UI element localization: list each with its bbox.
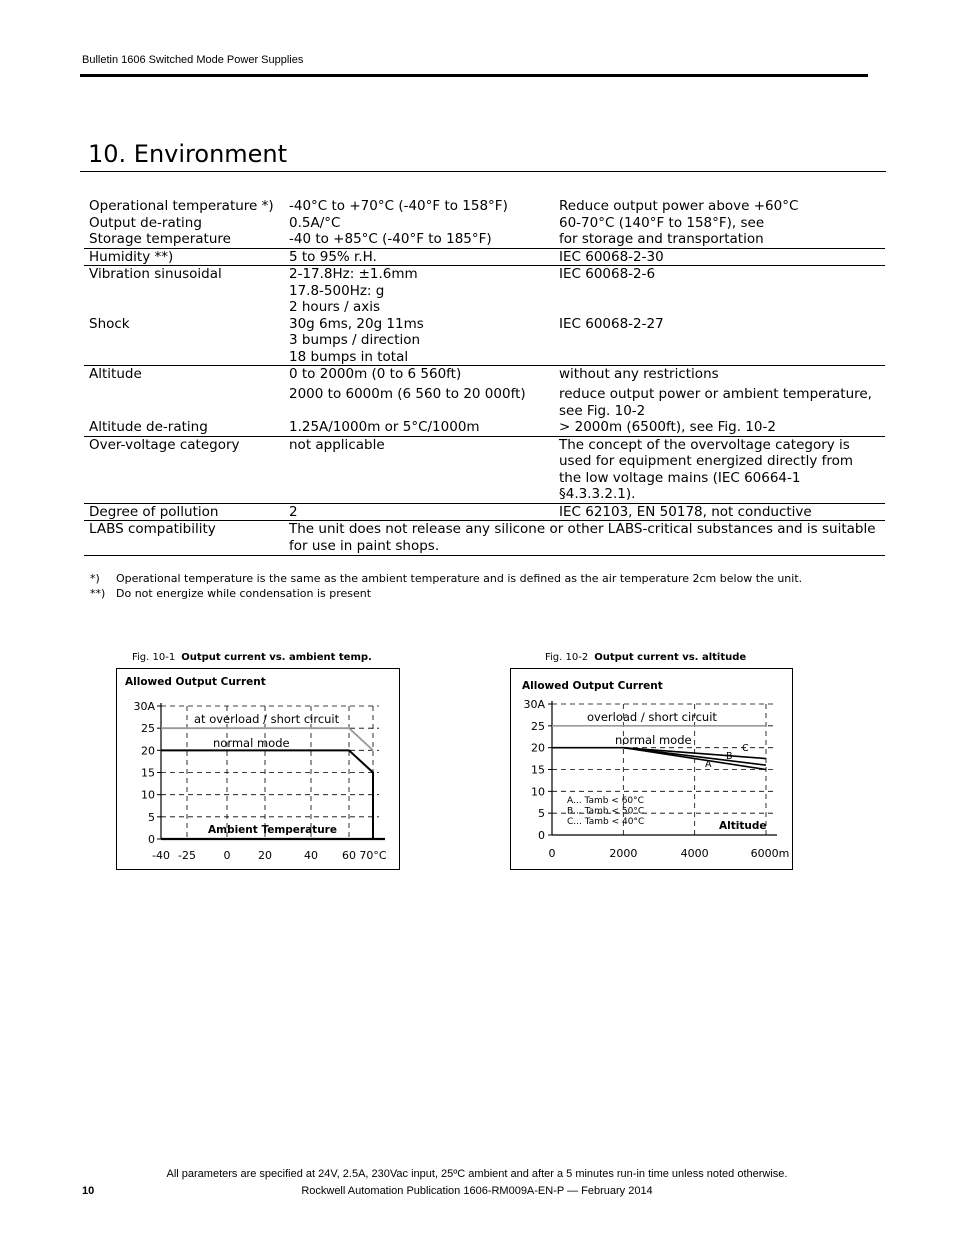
footnote-text: Do not energize while condensation is present bbox=[116, 587, 372, 600]
y-tick-label: 5 bbox=[148, 810, 155, 824]
table-cell bbox=[84, 419, 284, 436]
table-row bbox=[84, 436, 885, 503]
table-cell bbox=[554, 419, 885, 436]
table-cell bbox=[284, 419, 554, 436]
x-tick-label: 40 bbox=[304, 849, 318, 862]
table-cell bbox=[84, 503, 284, 521]
x-axis-label: Altitude bbox=[719, 820, 767, 832]
table-cell bbox=[554, 198, 885, 215]
cell-text: 2-17.8Hz: ±1.6mm bbox=[289, 266, 418, 282]
series-label-overload: overload / short circuit bbox=[587, 710, 717, 724]
fig1-svg bbox=[117, 669, 399, 869]
header-rule bbox=[80, 74, 868, 77]
cell-text: Storage temperature bbox=[89, 231, 231, 247]
y-tick-label: 20 bbox=[531, 741, 545, 755]
title-rule bbox=[80, 171, 886, 172]
table-cell bbox=[84, 198, 284, 215]
table-cell bbox=[554, 503, 885, 521]
x-tick-label: -25 bbox=[178, 849, 196, 862]
cell-text: Over-voltage category bbox=[89, 436, 240, 453]
legend-item: B... Tamb < 50°C bbox=[567, 806, 645, 817]
table-cell: The unit does not release any silicone or other LABS-critical substances and is suitable for use in paint shops. bbox=[284, 521, 885, 556]
cell-text: 30g 6ms, 20g 11ms bbox=[289, 315, 424, 332]
fig2-title: Output current vs. altitude bbox=[594, 652, 747, 663]
cell-text: > 2000m (6500ft), see Fig. 10-2 bbox=[559, 419, 776, 435]
legend-item: A... Tamb < 60°C bbox=[567, 796, 644, 806]
table-row bbox=[84, 215, 885, 232]
footnote-1 bbox=[90, 572, 802, 585]
x-tick-label: 4000 bbox=[680, 847, 709, 860]
cell-text: IEC 60068-2-27 bbox=[559, 315, 664, 332]
footer-note: All parameters are specified at 24V, 2.5A, 230Vac input, 25ºC ambient and after a 5 minutes run-in time unless noted otherwise. bbox=[166, 1168, 788, 1180]
cell-text: not applicable bbox=[289, 436, 385, 453]
y-tick-label: 25 bbox=[141, 722, 155, 736]
cell-text: 0.5A/°C bbox=[289, 214, 341, 231]
table-cell bbox=[554, 231, 885, 248]
footnote-text: Operational temperature is the same as the ambient temperature and is defined as the air temperature 2cm below the unit. bbox=[116, 572, 803, 585]
table-row bbox=[84, 521, 885, 556]
table-cell bbox=[84, 316, 284, 366]
table-cell bbox=[284, 198, 554, 215]
cell-text: 2 bbox=[289, 503, 298, 520]
table-cell bbox=[554, 436, 885, 503]
cell-text: IEC 60068-2-30 bbox=[559, 248, 664, 265]
table-cell bbox=[554, 248, 885, 266]
cell-text: Altitude bbox=[89, 366, 142, 382]
fig1-chart bbox=[116, 668, 400, 870]
cell-text: IEC 62103, EN 50178, not conductive bbox=[559, 503, 812, 520]
table-cell bbox=[84, 248, 284, 266]
section-title: 10. Environment bbox=[88, 140, 288, 168]
table-cell bbox=[284, 248, 554, 266]
cell-text: Shock bbox=[89, 315, 130, 332]
series-label-normal: normal mode bbox=[213, 736, 290, 750]
table-cell bbox=[284, 503, 554, 521]
curve-label-a: A bbox=[705, 759, 712, 770]
cell-text: 60-70°C (140°F to 158°F), see bbox=[559, 214, 765, 231]
cell-text: Vibration sinusoidal bbox=[89, 266, 222, 282]
page-number: 10 bbox=[82, 1185, 95, 1197]
x-tick-label: 0 bbox=[223, 849, 231, 862]
table-cell bbox=[84, 366, 284, 420]
cell-text: Operational temperature *) bbox=[89, 198, 274, 214]
y-tick-label: 30A bbox=[133, 700, 155, 713]
table-cell bbox=[554, 366, 885, 420]
cell-text: 1.25A/1000m or 5°C/1000m bbox=[289, 419, 480, 435]
environment-table bbox=[84, 198, 885, 556]
table-row bbox=[84, 266, 885, 316]
x-axis-label: Ambient Temperature bbox=[208, 824, 337, 836]
cell-text: Reduce output power above +60°C bbox=[559, 198, 799, 214]
y-tick-label: 10 bbox=[531, 785, 545, 799]
footnote-mark: *) bbox=[90, 572, 100, 585]
cell-text: for storage and transportation bbox=[559, 231, 764, 247]
table-cell bbox=[284, 436, 554, 503]
footnote-mark: **) bbox=[90, 587, 106, 600]
y-tick-label: 15 bbox=[531, 763, 545, 777]
cell-text: Degree of pollution bbox=[89, 503, 219, 520]
fig2-number: Fig. 10-2 bbox=[545, 652, 589, 663]
x-tick-label: 2000 bbox=[609, 847, 638, 860]
table-row bbox=[84, 248, 885, 266]
table-row bbox=[84, 231, 885, 248]
curve-label-b: B bbox=[726, 751, 733, 762]
y-tick-label: 20 bbox=[141, 744, 155, 758]
x-tick-label: 70°C bbox=[359, 849, 387, 862]
x-tick-label: 60 bbox=[342, 849, 356, 862]
y-tick-label: 0 bbox=[148, 833, 155, 846]
cell-text: reduce output power or ambient temperature, bbox=[559, 386, 872, 402]
table-cell bbox=[84, 231, 284, 248]
x-tick-label: 0 bbox=[548, 847, 556, 860]
cell-text: 3 bumps / direction bbox=[289, 332, 421, 348]
running-header: Bulletin 1606 Switched Mode Power Supplies bbox=[82, 54, 304, 66]
cell-text: Output de-rating bbox=[89, 214, 202, 231]
fig1-caption bbox=[132, 652, 372, 663]
cell-text: Humidity **) bbox=[89, 248, 174, 265]
table-cell bbox=[84, 436, 284, 503]
cell-text: used for equipment energized directly from bbox=[559, 453, 854, 469]
y-tick-label: 15 bbox=[141, 766, 155, 780]
fig2-caption bbox=[545, 652, 746, 663]
y-tick-label: 30A bbox=[523, 698, 545, 711]
cell-text: 2 hours / axis bbox=[289, 299, 381, 315]
cell-text: without any restrictions bbox=[559, 366, 719, 382]
cell-text: 18 bumps in total bbox=[289, 348, 409, 365]
x-tick-label: 20 bbox=[258, 849, 272, 862]
y-axis-label: Allowed Output Current bbox=[522, 680, 663, 692]
cell-text: 2000 to 6000m (6 560 to 20 000ft) bbox=[289, 386, 526, 402]
series-label-overload: at overload / short circuit bbox=[194, 712, 340, 726]
fig1-title: Output current vs. ambient temp. bbox=[181, 652, 372, 663]
fig2-svg bbox=[511, 669, 792, 869]
table-row bbox=[84, 419, 885, 436]
table-row bbox=[84, 198, 885, 215]
table-cell bbox=[554, 316, 885, 366]
cell-text: the low voltage mains (IEC 60664-1 §4.3.3.2.1). bbox=[559, 469, 801, 502]
fig1-number: Fig. 10-1 bbox=[132, 652, 176, 663]
y-tick-label: 5 bbox=[538, 807, 545, 821]
y-tick-label: 0 bbox=[538, 829, 545, 842]
table-cell bbox=[84, 266, 284, 316]
footer-publication: Rockwell Automation Publication 1606-RM009A-EN-P — February 2014 bbox=[301, 1185, 653, 1197]
table-cell bbox=[284, 231, 554, 248]
table-row bbox=[84, 366, 885, 420]
table-cell bbox=[554, 266, 885, 316]
table-cell bbox=[554, 215, 885, 232]
cell-text: 5 to 95% r.H. bbox=[289, 248, 377, 265]
y-tick-label: 10 bbox=[141, 788, 155, 802]
table-cell bbox=[284, 366, 554, 420]
cell-text: The concept of the overvoltage category is bbox=[559, 436, 850, 453]
y-tick-label: 25 bbox=[531, 719, 545, 733]
cell-text: 17.8-500Hz: g bbox=[289, 282, 385, 299]
legend-item: C... Tamb < 40°C bbox=[567, 817, 645, 827]
table-cell: LABS compatibility bbox=[84, 521, 284, 556]
table-cell bbox=[284, 316, 554, 366]
x-tick-label: 6000m bbox=[750, 847, 790, 860]
series-label-normal: normal mode bbox=[615, 733, 692, 747]
table-cell bbox=[84, 215, 284, 232]
x-tick-label: -40 bbox=[152, 849, 170, 862]
fig2-chart bbox=[510, 668, 793, 870]
table-row bbox=[84, 503, 885, 521]
cell-text: -40°C to +70°C (-40°F to 158°F) bbox=[289, 198, 508, 214]
table-row bbox=[84, 316, 885, 366]
cell-text: 0 to 2000m (0 to 6 560ft) bbox=[289, 366, 462, 382]
cell-text: -40 to +85°C (-40°F to 185°F) bbox=[289, 231, 492, 247]
cell-text: see Fig. 10-2 bbox=[559, 402, 646, 419]
footnote-2 bbox=[90, 587, 371, 600]
y-axis-label: Allowed Output Current bbox=[125, 676, 266, 688]
table-cell bbox=[284, 266, 554, 316]
cell-text: IEC 60068-2-6 bbox=[559, 266, 656, 282]
curve-label-c: C bbox=[742, 743, 749, 754]
table-cell bbox=[284, 215, 554, 232]
cell-text: Altitude de-rating bbox=[89, 419, 208, 435]
